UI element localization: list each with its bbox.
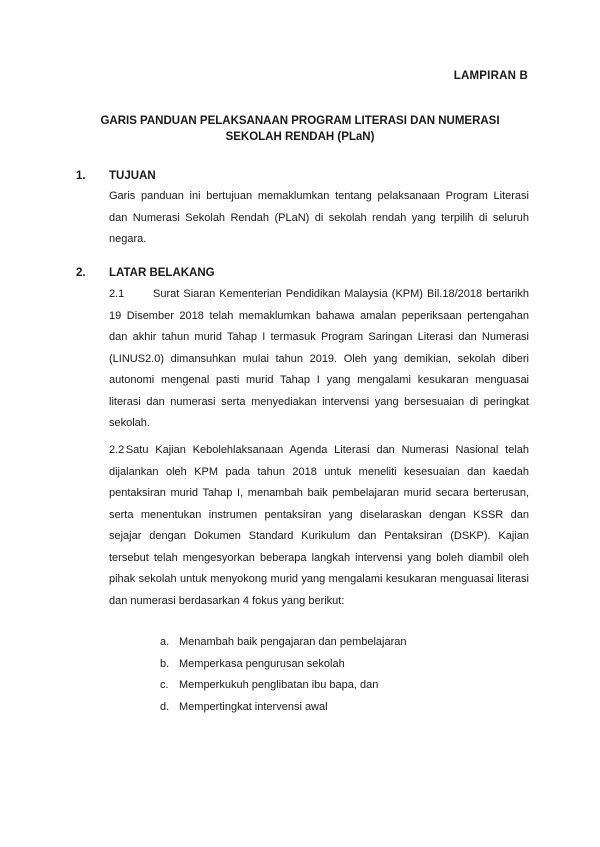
focus-list bbox=[160, 632, 407, 718]
list-item-letter: d. bbox=[160, 700, 170, 713]
list-item-text: Memperkukuh penglibatan ibu bapa, dan bbox=[179, 679, 379, 691]
list-item-letter: b. bbox=[160, 657, 170, 670]
list-item-letter: a. bbox=[160, 636, 170, 648]
sub-paragraph-number: 2.2 bbox=[109, 444, 125, 456]
sub-paragraph-text: Satu Kajian Kebolehlaksanaan Agenda Literasi dan Numerasi Nasional telah dijalankan oleh KPM pada tahun 2018 untuk meneliti kesesuaian dan kaedah pentaksiran murid Tahap I, menambah baik pembelajaran murid secara berterusan, serta menentukan instrumen pentaksiran yang diselaraskan dengan KSSR dan sejajar dengan Dokumen Standard Kurikulum dan Pentaksiran (DSKP). Kajian tersebut telah mengesyorkan beberapa langkah intervensi yang boleh diambil oleh pihak sekolah untuk menyokong murid yang mengalami kesukaran menguasai literasi dan numerasi berdasarkan 4 fokus yang berikut: bbox=[109, 444, 529, 607]
list-item-text: Menambah baik pengajaran dan pembelajaran bbox=[179, 636, 407, 648]
list-item bbox=[160, 697, 407, 719]
list-item-letter: c. bbox=[160, 679, 169, 691]
sub-paragraph-number: 2.1 bbox=[109, 288, 125, 300]
sub-paragraph bbox=[109, 284, 529, 435]
document-title bbox=[70, 113, 530, 145]
section-number: 2. bbox=[76, 267, 86, 279]
section-paragraph: Garis panduan ini bertujuan memaklumkan tentang pelaksanaan Program Literasi dan Numerasi Sekolah Rendah (PLaN) di sekolah rendah yang terpilih di seluruh negara. bbox=[109, 190, 529, 245]
section-heading: TUJUAN bbox=[109, 170, 156, 182]
section-heading: LATAR BELAKANG bbox=[109, 267, 215, 279]
annex-label: LAMPIRAN B bbox=[453, 70, 528, 82]
list-item bbox=[160, 675, 407, 697]
list-item-text: Memperkasa pengurusan sekolah bbox=[179, 657, 345, 670]
title-line-2: SEKOLAH RENDAH (PLaN) bbox=[225, 131, 375, 143]
title-line-1: GARIS PANDUAN PELAKSANAAN PROGRAM LITERASI DAN NUMERASI bbox=[100, 115, 500, 127]
list-item-text: Mempertingkat intervensi awal bbox=[179, 700, 328, 713]
sub-paragraph bbox=[109, 440, 529, 612]
list-item bbox=[160, 654, 407, 676]
sub-paragraph-text: Surat Siaran Kementerian Pendidikan Malaysia (KPM) Bil.18/2018 bertarikh 19 Disember 2018 telah memaklumkan bahawa amalan peperiksaan pertengahan dan akhir tahun murid Tahap I termasuk Program Saringan Literasi dan Numerasi (LINUS2.0) dimansuhkan mulai tahun 2019. Oleh yang demikian, sekolah diberi autonomi mengenal pasti murid Tahap I yang mengalami kesukaran menguasai literasi dan numerasi serta menyediakan intervensi yang bersesuaian di peringkat sekolah. bbox=[109, 288, 529, 429]
list-item bbox=[160, 632, 407, 654]
section-number: 1. bbox=[76, 170, 86, 182]
